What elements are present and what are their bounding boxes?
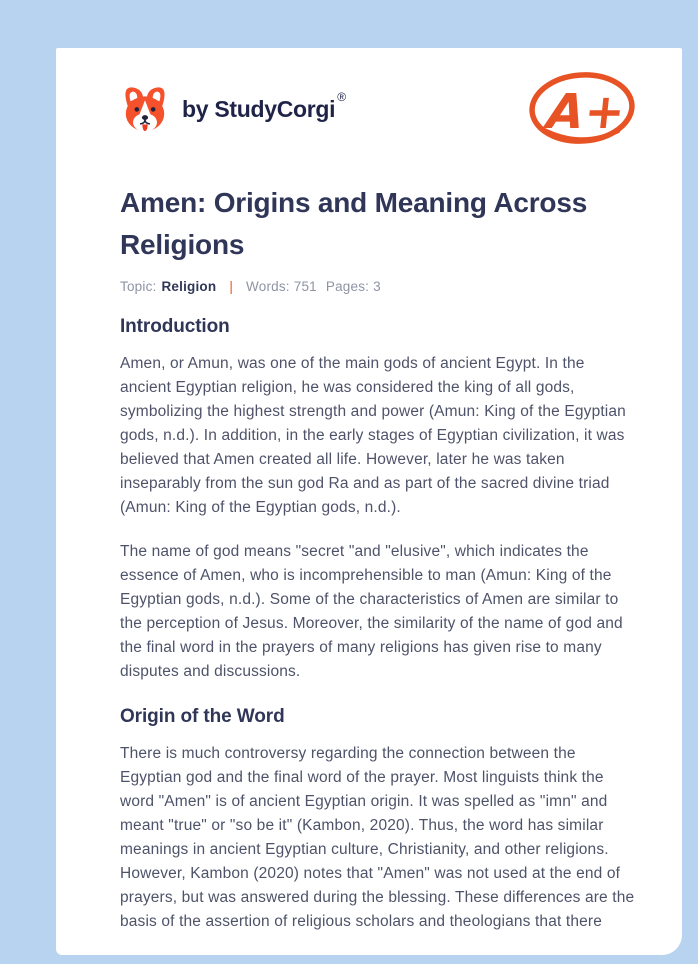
meta-separator: |: [229, 279, 234, 294]
pages-label: Pages:: [325, 279, 370, 294]
brand-text: [182, 90, 347, 123]
meta-row: [120, 279, 638, 294]
topic-link[interactable]: Religion: [161, 279, 217, 294]
header: [120, 68, 638, 150]
paragraph: There is much controversy regarding the connection between the Egyptian god and the final word of the prayer. Most linguists think the word "Amen" is of ancient Egyptian origin. It was spelled as "imn" and meant "true" or "so be it" (Kambon, 2020). Thus, the word has similar meanings in ancient Egyptian culture, Christianity, and other religions. However, Kambon (2020) notes that "Amen" was not used at the end of prayers, but was answered during the blessing. These differences are the basis of the assertion of religious scholars and theologians that there: [120, 745, 635, 930]
corgi-logo-icon: [120, 80, 170, 139]
paragraph: Amen, or Amun, was one of the main gods of ancient Egypt. In the ancient Egyptian religion, he was considered the king of all gods, symbolizing the highest strength and power (Amun: King of the Egyptian gods, n.d.). In addition, in the early stages of Egyptian civilization, it was believed that Amen created all life. However, later he was taken inseparably from the sun god Ra and as part of the sacred divine triad (Amun: King of the Egyptian gods, n.d.).: [120, 355, 626, 516]
words-label: Words:: [246, 279, 290, 294]
brand-text-label: by StudyCorgi: [182, 95, 336, 122]
section-introduction: [120, 316, 638, 684]
paragraph: The name of god means "secret "and "elusive", which indicates the essence of Amen, who is incomprehensible to man (Amun: King of the Egyptian gods, n.d.). Some of the characteristics of Amen are similar to the perception of Jesus. Moreover, the similarity of the name of god and the final word in the prayers of many religions has given rise to many disputes and discussions.: [120, 543, 623, 680]
section-origin-of-the-word: [120, 706, 638, 934]
registered-mark: ®: [337, 90, 347, 105]
studycorgi-brand-link[interactable]: [120, 80, 347, 139]
topic-label: Topic:: [120, 279, 157, 294]
section-heading: Origin of the Word: [120, 706, 285, 727]
document-card: [56, 48, 682, 955]
a-plus-grade-icon: [526, 68, 638, 150]
words-value: 751: [293, 279, 317, 294]
pages-value: 3: [373, 279, 381, 294]
svg-text:A+: A+: [544, 84, 628, 140]
section-heading: Introduction: [120, 316, 230, 337]
page-title: Amen: Origins and Meaning Across Religions: [120, 187, 588, 260]
